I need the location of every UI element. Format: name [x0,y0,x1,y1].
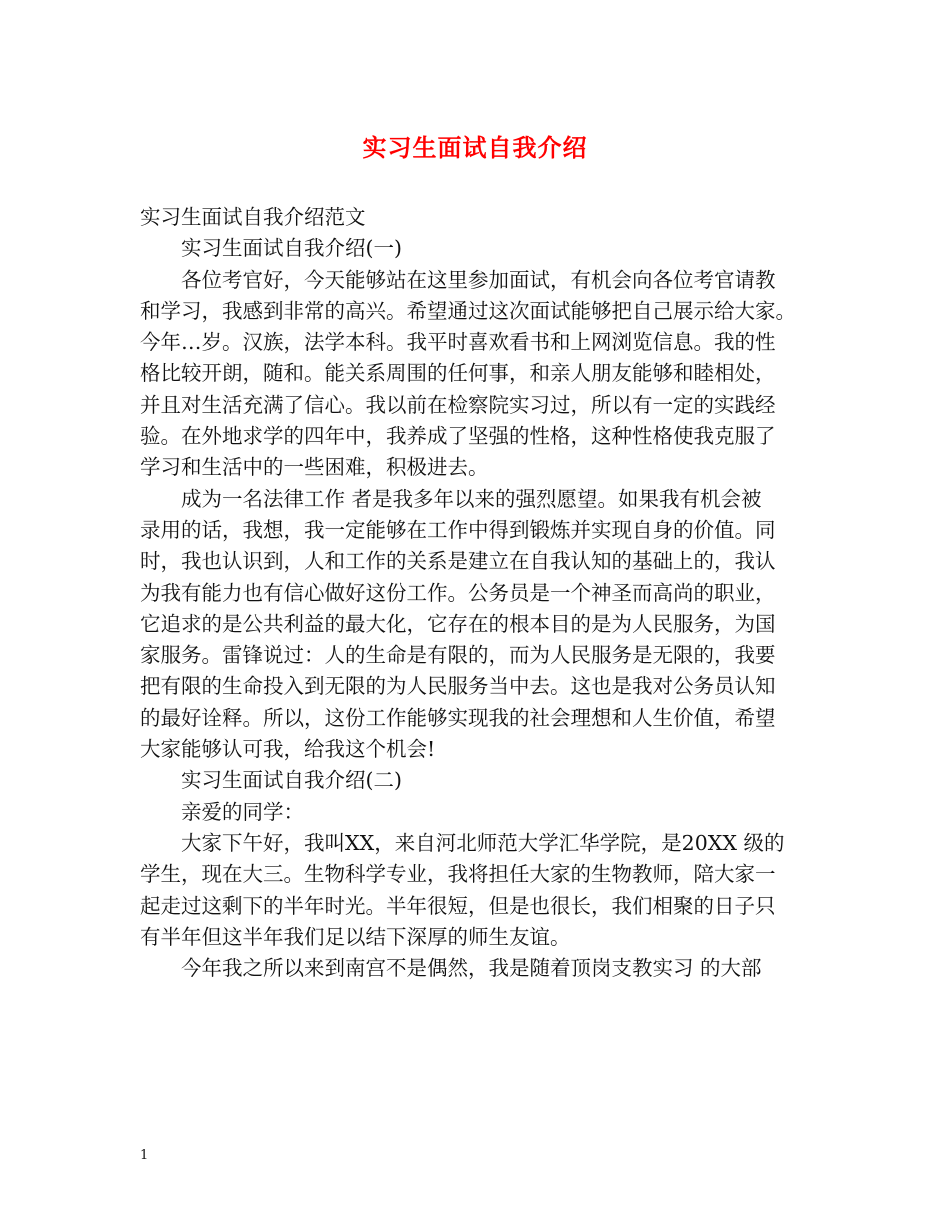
document-body [140,202,830,984]
text-line: 和学习，我感到非常的高兴。希望通过这次面试能够把自己展示给大家。 [140,298,796,323]
text-line: 它追求的是公共利益的最大化，它存在的根本目的是为人民服务，为国 [140,611,776,636]
text-line: 学生，现在大三。生物科学专业，我将担任大家的生物教师，陪大家一 [140,862,776,887]
text-line: 把有限的生命投入到无限的为人民服务当中去。这也是我对公务员认知 [140,674,776,699]
text-line: 起走过这剩下的半年时光。半年很短，但是也很长，我们相聚的日子只 [140,893,776,918]
document-title: 实习生面试自我介绍 [362,133,588,162]
text-line: 实习生面试自我介绍(二) [181,768,402,793]
text-line: 大家下午好，我叫XX，来自河北师范大学汇华学院，是20XX 级的 [181,830,785,855]
text-line: 的最好诠释。所以，这份工作能够实现我的社会理想和人生价值，希望 [140,705,776,730]
text-line: 大家能够认可我，给我这个机会! [140,737,436,762]
text-line: 亲爱的同学： [181,799,304,824]
text-line: 今年我之所以来到南宫不是偶然，我是随着顶岗支教实习 的大部 [181,956,762,981]
page-number: 1 [140,1148,149,1163]
text-line: 录用的话，我想，我一定能够在工作中得到锻炼并实现自身的价值。同 [140,517,776,542]
text-line: 验。在外地求学的四年中，我养成了坚强的性格，这种性格使我克服了 [140,424,776,449]
text-line: 家服务。雷锋说过：人的生命是有限的，而为人民服务是无限的，我要 [140,643,776,668]
text-line: 成为一名法律工作 者是我多年以来的强烈愿望。如果我有机会被 [181,486,762,511]
text-line: 为我有能力也有信心做好这份工作。公务员是一个神圣而高尚的职业， [140,580,776,605]
text-line: 格比较开朗，随和。能关系周围的任何事，和亲人朋友能够和睦相处， [140,361,776,386]
text-line: 并且对生活充满了信心。我以前在检察院实习过，所以有一定的实践经 [140,392,776,417]
text-line: 有半年但这半年我们足以结下深厚的师生友谊。 [140,924,571,949]
text-line: 实习生面试自我介绍范文 [140,205,366,229]
text-line: 实习生面试自我介绍(一) [181,236,402,261]
text-line: 学习和生活中的一些困难，积极进去。 [140,455,489,480]
text-line: 时，我也认识到，人和工作的关系是建立在自我认知的基础上的，我认 [140,549,776,574]
text-line: 今年…岁。汉族，法学本科。我平时喜欢看书和上网浏览信息。我的性 [140,330,776,355]
text-line: 各位考官好，今天能够站在这里参加面试，有机会向各位考官请教 [181,267,776,292]
